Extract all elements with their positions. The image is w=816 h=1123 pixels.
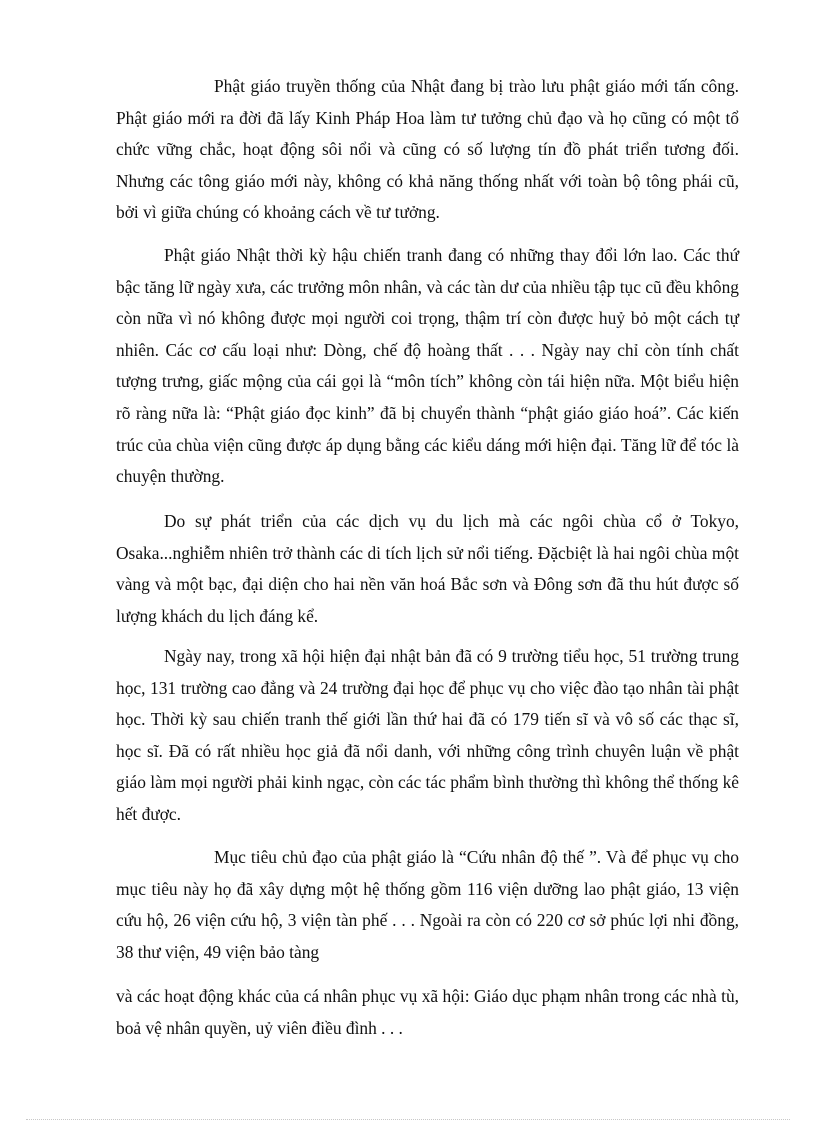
paragraph-4: Ngày nay, trong xã hội hiện đại nhật bản đã có 9 trường tiểu học, 51 trường trung học, 131 trường cao đẳng và 24 trường đại học để phục vụ cho việc đào tạo nhân tài phật học. Thời kỳ sau chiến tranh thế giới lần thứ hai đã có 179 tiến sĩ và vô số các thạc sĩ, học sĩ. Đã có rất nhiều học giả đã nổi danh, với những công trình chuyên luận về phật giáo làm mọi người phải kinh ngạc, còn các tác phẩm bình thường thì không thể thống kê hết được. bbox=[116, 646, 739, 824]
paragraph-1: Phật giáo truyền thống của Nhật đang bị trào lưu phật giáo mới tấn công. Phật giáo mới ra đời đã lấy Kinh Pháp Hoa làm tư tưởng chủ đạo và họ cũng có một tổ chức vững chắc, hoạt động sôi nổi và cũng có số lượng tín đồ phát triển tương đối. Nhưng các tông giáo mới này, không có khả năng thống nhất với toàn bộ tông phái cũ, bởi vì giữa chúng có khoảng cách về tư tưởng. bbox=[116, 76, 739, 223]
paragraph-6: và các hoạt động khác của cá nhân phục vụ xã hội: Giáo dục phạm nhân trong các nhà tù, boả vệ nhân quyền, uỷ viên điều đình . . . bbox=[116, 986, 739, 1038]
paragraph-2: Phật giáo Nhật thời kỳ hậu chiến tranh đang có những thay đổi lớn lao. Các thứ bậc tăng lữ ngày xưa, các trưởng môn nhân, và các tàn dư của nhiều tập tục cũ đều không còn nữa vì nó không được mọi người coi trọng, thậm trí còn được huỷ bỏ một cách tự nhiên. Các cơ cấu loại như: Dòng, chế độ hoàng thất . . . Ngày nay chỉ còn tính chất tượng trưng, giấc mộng của cái gọi là “môn tích” không còn tái hiện nữa. Một biểu hiện rõ ràng nữa là: “Phật giáo đọc kinh” đã bị chuyển thành “phật giáo giáo hoá”. Các kiến trúc của chùa viện cũng được áp dụng bằng các kiểu dáng mới hiện đại. Tăng lữ để tóc là chuyện thường. bbox=[116, 245, 739, 487]
paragraph-5: Mục tiêu chủ đạo của phật giáo là “Cứu nhân độ thế ”. Và để phục vụ cho mục tiêu này họ đã xây dựng một hệ thống gồm 116 viện dưỡng lao phật giáo, 13 viện cứu hộ, 26 viện cứu hộ, 3 viện tàn phế . . . Ngoài ra còn có 220 cơ sở phúc lợi nhi đồng, 38 thư viện, 49 viện bảo tàng bbox=[116, 847, 739, 962]
paragraph-3: Do sự phát triển của các dịch vụ du lịch mà các ngôi chùa cổ ở Tokyo, Osaka...nghiễm nhiên trở thành các di tích lịch sử nổi tiếng. Đặcbiệt là hai ngôi chùa một vàng và một bạc, đại diện cho hai nền văn hoá Bắc sơn và Đông sơn đã thu hút được số lượng khách du lịch đáng kể. bbox=[116, 511, 739, 626]
page-bottom-divider bbox=[26, 1119, 790, 1120]
